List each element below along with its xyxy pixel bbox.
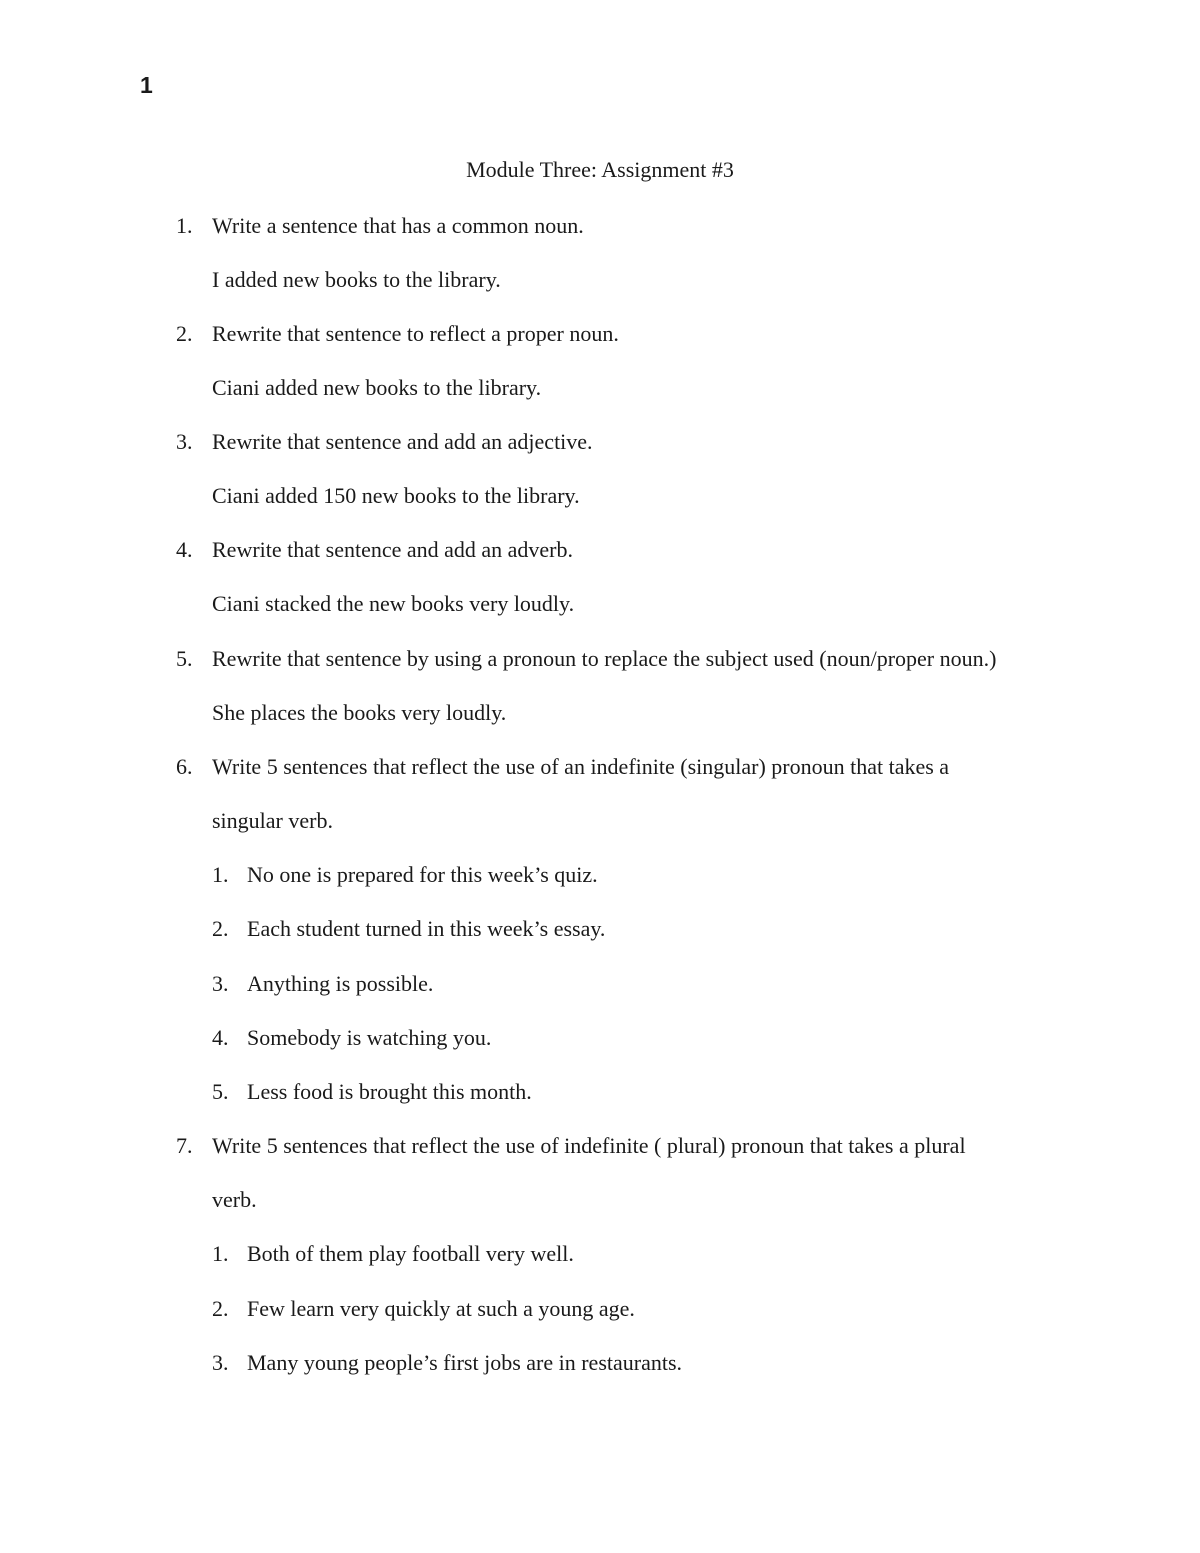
question-6-item-1-number: 1. — [212, 862, 229, 887]
question-3-answer: Ciani added 150 new books to the library. — [212, 483, 580, 508]
question-7-item-2-number: 2. — [212, 1296, 229, 1321]
question-6-item-5: Less food is brought this month. — [247, 1079, 532, 1104]
question-7-item-3-number: 3. — [212, 1350, 229, 1375]
question-1-number: 1. — [176, 213, 193, 238]
question-3-prompt: Rewrite that sentence and add an adjective. — [212, 429, 593, 454]
question-2-prompt: Rewrite that sentence to reflect a proper noun. — [212, 321, 619, 346]
question-6-item-4: Somebody is watching you. — [247, 1025, 492, 1050]
page-number: 1 — [140, 72, 153, 98]
question-1-answer: I added new books to the library. — [212, 267, 501, 292]
question-6-item-4-number: 4. — [212, 1025, 229, 1050]
question-6-item-3: Anything is possible. — [247, 971, 434, 996]
question-6-number: 6. — [176, 754, 193, 779]
question-7-item-3: Many young people’s first jobs are in restaurants. — [247, 1350, 683, 1375]
question-7-prompt-line-1: Write 5 sentences that reflect the use of indefinite ( plural) pronoun that takes a plural — [212, 1133, 966, 1158]
question-5-number: 5. — [176, 646, 193, 671]
question-4-number: 4. — [176, 537, 193, 562]
question-7-item-1-number: 1. — [212, 1241, 229, 1266]
question-1-prompt: Write a sentence that has a common noun. — [212, 213, 584, 238]
question-7-item-2: Few learn very quickly at such a young age. — [247, 1296, 635, 1321]
question-6-item-2-number: 2. — [212, 916, 229, 941]
question-2-answer: Ciani added new books to the library. — [212, 375, 542, 400]
question-7-prompt-line-2: verb. — [212, 1187, 257, 1212]
question-2-number: 2. — [176, 321, 193, 346]
question-6-item-1: No one is prepared for this week’s quiz. — [247, 862, 598, 887]
question-5-prompt: Rewrite that sentence by using a pronoun to replace the subject used (noun/proper noun.) — [212, 646, 997, 671]
document-title: Module Three: Assignment #3 — [466, 157, 734, 182]
question-7-number: 7. — [176, 1133, 193, 1158]
question-6-item-2: Each student turned in this week’s essay. — [247, 916, 606, 941]
question-6-prompt-line-2: singular verb. — [212, 808, 333, 833]
question-6-item-3-number: 3. — [212, 971, 229, 996]
question-5-answer: She places the books very loudly. — [212, 700, 507, 725]
question-3-number: 3. — [176, 429, 193, 454]
question-6-prompt-line-1: Write 5 sentences that reflect the use of an indefinite (singular) pronoun that takes a — [212, 754, 950, 779]
question-4-prompt: Rewrite that sentence and add an adverb. — [212, 537, 574, 562]
question-6-item-5-number: 5. — [212, 1079, 229, 1104]
question-4-answer: Ciani stacked the new books very loudly. — [212, 591, 575, 616]
question-7-item-1: Both of them play football very well. — [247, 1241, 574, 1266]
